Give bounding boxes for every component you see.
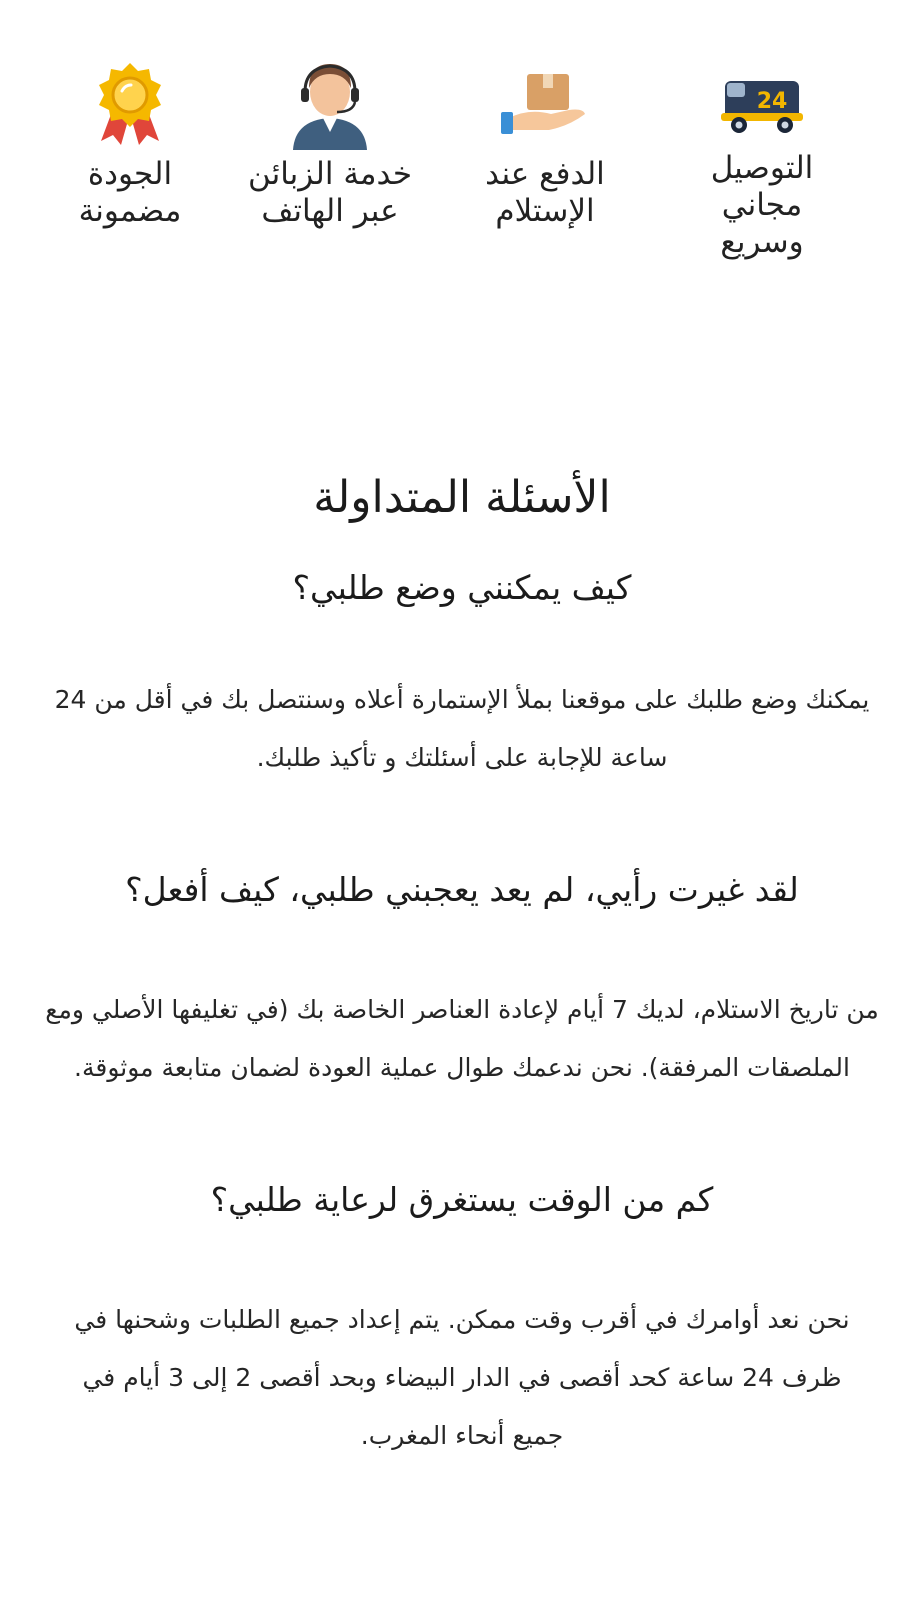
svg-text:24: 24 [756,89,788,114]
customer-service-headset-icon [230,58,430,150]
faq-question: كيف يمكنني وضع طلبي؟ [292,568,632,607]
feature-cash-on-delivery [445,58,645,230]
faq-answer: من تاريخ الاستلام، لديك 7 أيام لإعادة العناصر الخاصة بك (في تغليفها الأصلي ومع الملصقات المرفقة). نحن ندعمك طوال عملية العودة لضمان متابعة موثوقة. [45,995,879,1082]
faq-question: لقد غيرت رأيي، لم يعد يعجبني طلبي، كيف أفعل؟ [125,870,799,909]
feature-phone-support [230,58,430,230]
faq-question: كم من الوقت يستغرق لرعاية طلبي؟ [210,1180,714,1219]
features-strip [0,58,924,288]
faq-answer: يمكنك وضع طلبك على موقعنا بملأ الإستمارة أعلاه وسنتصل بك في أقل من 24 ساعة للإجابة على أسئلتك و تأكيذ طلبك. [54,685,870,772]
feature-quality-guaranteed-label: الجودة مضمونة [78,156,182,229]
quality-badge-medal-icon [30,58,230,150]
faq-section [40,455,884,1465]
feature-free-delivery [662,58,862,261]
faq-title: الأسئلة المتداولة [313,472,611,523]
feature-phone-support-label: خدمة الزبائن عبر الهاتف [248,156,412,229]
cash-on-delivery-hand-box-icon [445,58,645,150]
feature-cash-on-delivery-label: الدفع عند الإستلام [485,156,605,229]
delivery-truck-24-icon [662,58,862,150]
faq-answer: نحن نعد أوامرك في أقرب وقت ممكن. يتم إعداد جميع الطلبات وشحنها في ظرف 24 ساعة كحد أقصى في الدار البيضاء وبحد أقصى 2 إلى 3 أيام في جميع أنحاء المغرب. [74,1305,850,1450]
feature-quality-guaranteed [30,58,230,230]
feature-free-delivery-label: التوصيل مجاني وسريع [710,150,814,260]
